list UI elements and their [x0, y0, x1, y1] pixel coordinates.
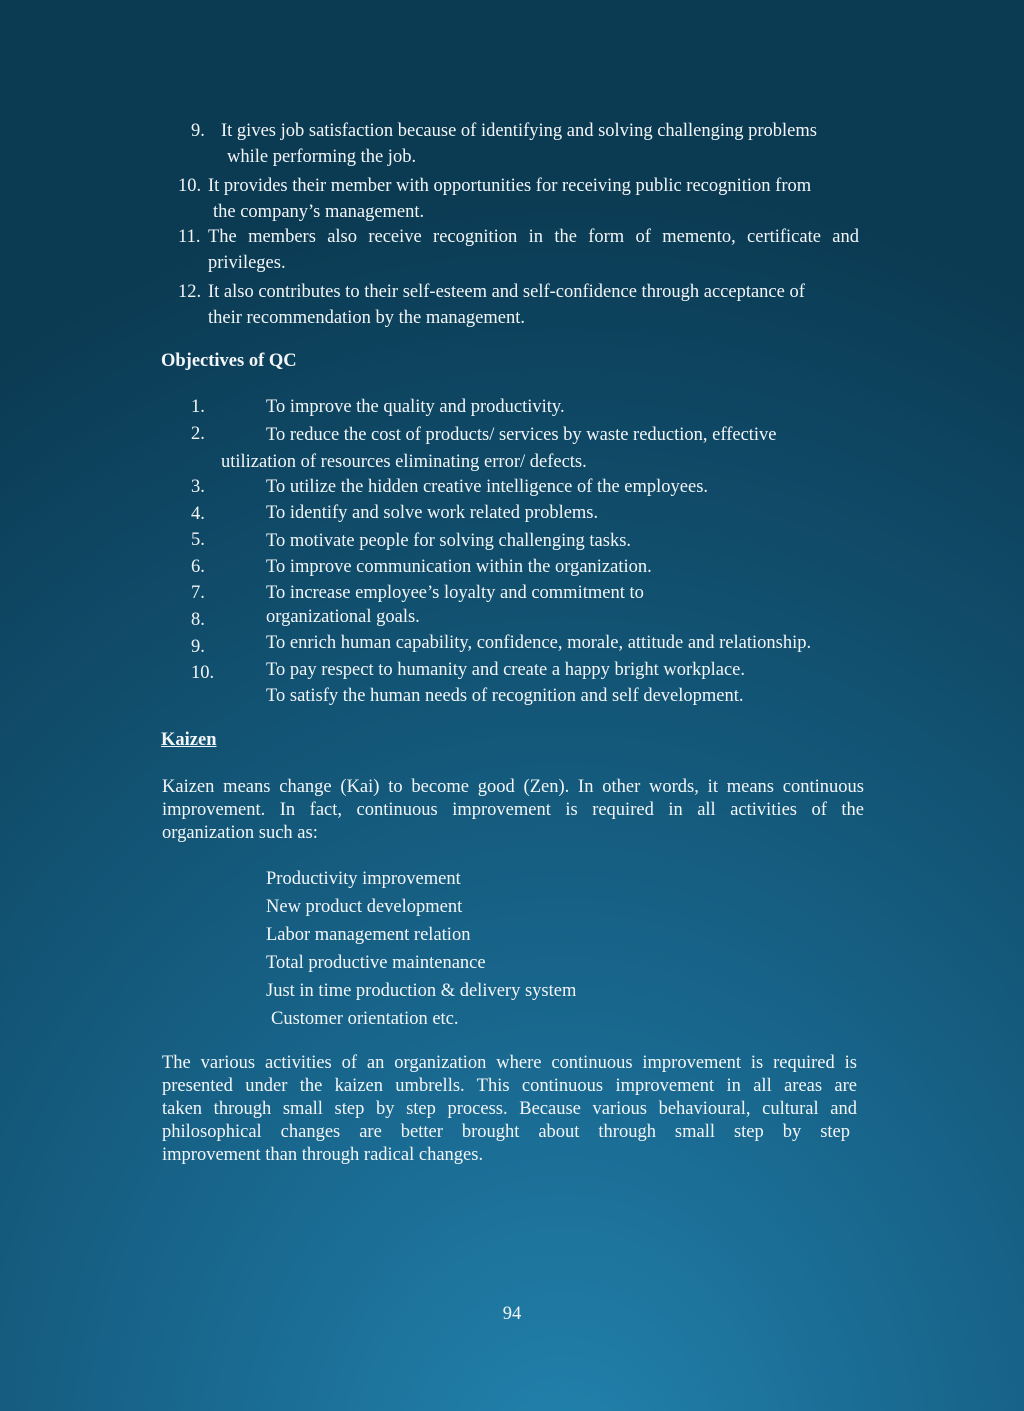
- list-item-number: 9.: [191, 637, 205, 657]
- list-item-text: To reduce the cost of products/ services by waste reduction, effective: [266, 425, 777, 445]
- list-item-number: 7.: [191, 583, 205, 603]
- list-item-number: 11.: [178, 227, 201, 247]
- list-item-text: To utilize the hidden creative intelligence of the employees.: [266, 477, 709, 497]
- list-item-number: 3.: [191, 477, 205, 497]
- list-item-number: 10.: [191, 663, 215, 683]
- list-item-text: To identify and solve work related problems.: [266, 503, 599, 523]
- list-item-text: privileges.: [208, 253, 286, 273]
- list-item-text: To increase employee’s loyalty and commitment to: [266, 583, 644, 603]
- list-item-text: the company’s management.: [213, 202, 425, 222]
- list-item-number: 6.: [191, 557, 205, 577]
- list-item-number: 4.: [191, 504, 205, 524]
- paragraph-line: organization such as:: [162, 823, 318, 843]
- paragraph-line: Kaizen means change (Kai) to become good (Zen). In other words, it means continuous: [162, 777, 864, 797]
- list-item: Productivity improvement: [266, 869, 461, 889]
- list-item: Labor management relation: [266, 925, 471, 945]
- list-item-number: 8.: [191, 610, 205, 630]
- list-item-text: utilization of resources eliminating error/ defects.: [221, 452, 587, 472]
- list-item-text: The members also receive recognition in the form of memento, certificate and: [208, 227, 859, 247]
- list-item-number: 5.: [191, 530, 205, 550]
- list-item-text: It also contributes to their self-esteem and self-confidence through acceptance of: [208, 282, 805, 302]
- kaizen-intro-paragraph: [162, 776, 864, 845]
- list-item: Just in time production & delivery system: [266, 981, 577, 1001]
- list-item-number: 1.: [191, 397, 205, 417]
- list-item-text: their recommendation by the management.: [208, 308, 525, 328]
- list-item-number: 12.: [178, 282, 202, 302]
- list-item-text: To enrich human capability, confidence, morale, attitude and relationship.: [266, 633, 812, 653]
- list-item-text: To improve communication within the organization.: [266, 557, 652, 577]
- list-item-number: 2.: [191, 424, 205, 444]
- list-item: Total productive maintenance: [266, 953, 486, 973]
- list-item-number: 10.: [178, 176, 202, 196]
- list-item-text: while performing the job.: [227, 147, 417, 167]
- paragraph-line: improvement than through radical changes.: [162, 1145, 484, 1165]
- paragraph-line: presented under the kaizen umbrells. This continuous improvement in all areas are: [162, 1076, 857, 1096]
- page-number: 94: [502, 1304, 522, 1324]
- list-item-text: To motivate people for solving challenging tasks.: [266, 531, 632, 551]
- list-item-text: To pay respect to humanity and create a happy bright workplace.: [266, 660, 746, 680]
- paragraph-line: improvement. In fact, continuous improvement is required in all activities of the: [162, 800, 864, 820]
- list-item-text: organizational goals.: [266, 607, 420, 627]
- kaizen-heading: Kaizen: [161, 730, 217, 750]
- kaizen-closing-paragraph: [162, 1052, 857, 1167]
- paragraph-line: taken through small step by step process. Because various behavioural, cultural and: [162, 1099, 857, 1119]
- paragraph-line: philosophical changes are better brought about through small step by step: [162, 1122, 850, 1142]
- list-item-text: It gives job satisfaction because of identifying and solving challenging problems: [221, 121, 817, 141]
- list-item: New product development: [266, 897, 463, 917]
- list-item-text: To improve the quality and productivity.: [266, 397, 565, 417]
- list-item-text: It provides their member with opportunities for receiving public recognition from: [208, 176, 812, 196]
- paragraph-line: The various activities of an organization where continuous improvement is required is: [162, 1053, 857, 1073]
- list-item-text: To satisfy the human needs of recognition and self development.: [266, 686, 744, 706]
- list-item: Customer orientation etc.: [271, 1009, 459, 1029]
- objectives-heading: Objectives of QC: [161, 351, 297, 371]
- list-item-number: 9.: [191, 121, 205, 141]
